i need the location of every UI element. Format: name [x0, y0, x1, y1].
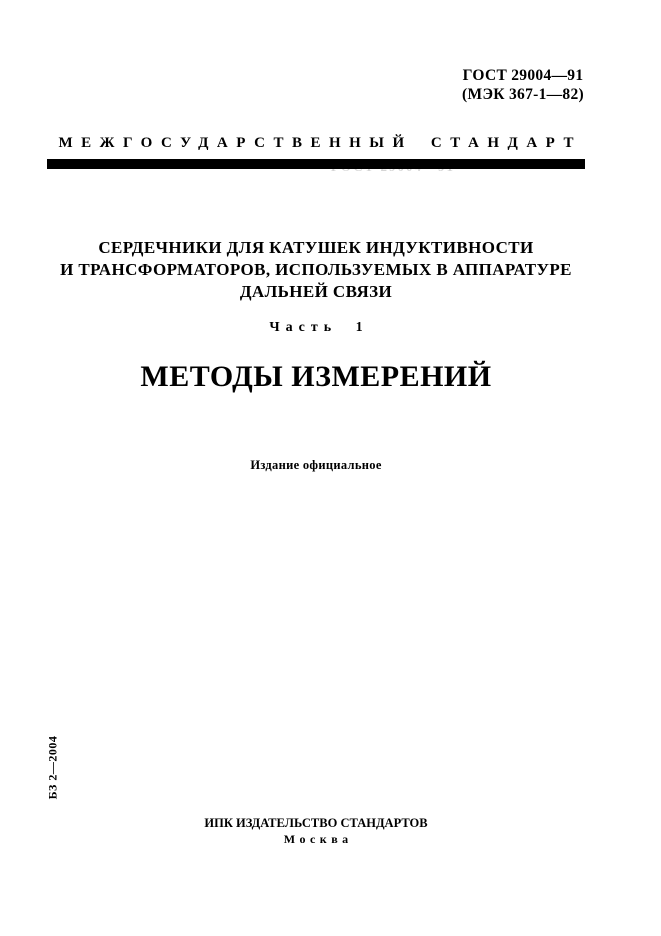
divider-rule-bar [47, 159, 585, 169]
document-title-line2: И ТРАНСФОРМАТОРОВ, ИСПОЛЬЗУЕМЫХ В АППАРАТУРЕ [60, 260, 572, 279]
document-title [0, 237, 632, 303]
part-label: Часть 1 [269, 320, 369, 335]
publisher-city: Москва [283, 832, 353, 846]
standard-code-line1: ГОСТ 29004—91 [462, 67, 584, 84]
document-title-line1: СЕРДЕЧНИКИ ДЛЯ КАТУШЕК ИНДУКТИВНОСТИ [98, 238, 534, 257]
standard-code [462, 66, 584, 104]
document-title-line3: ДАЛЬНЕЙ СВЯЗИ [239, 282, 393, 301]
side-registration-mark: БЗ 2—2004 [45, 735, 60, 800]
publisher-block [0, 816, 632, 847]
document-subtitle: МЕТОДЫ ИЗМЕРЕНИЙ [140, 360, 492, 393]
standard-code-line2: (МЭК 367-1—82) [462, 86, 584, 103]
interstate-standard-heading: МЕЖГОСУДАРСТВЕННЫЙ СТАНДАРТ [58, 135, 583, 151]
publisher-name: ИПК ИЗДАТЕЛЬСТВО СТАНДАРТОВ [204, 816, 428, 830]
official-edition-note: Издание официальное [250, 458, 382, 472]
